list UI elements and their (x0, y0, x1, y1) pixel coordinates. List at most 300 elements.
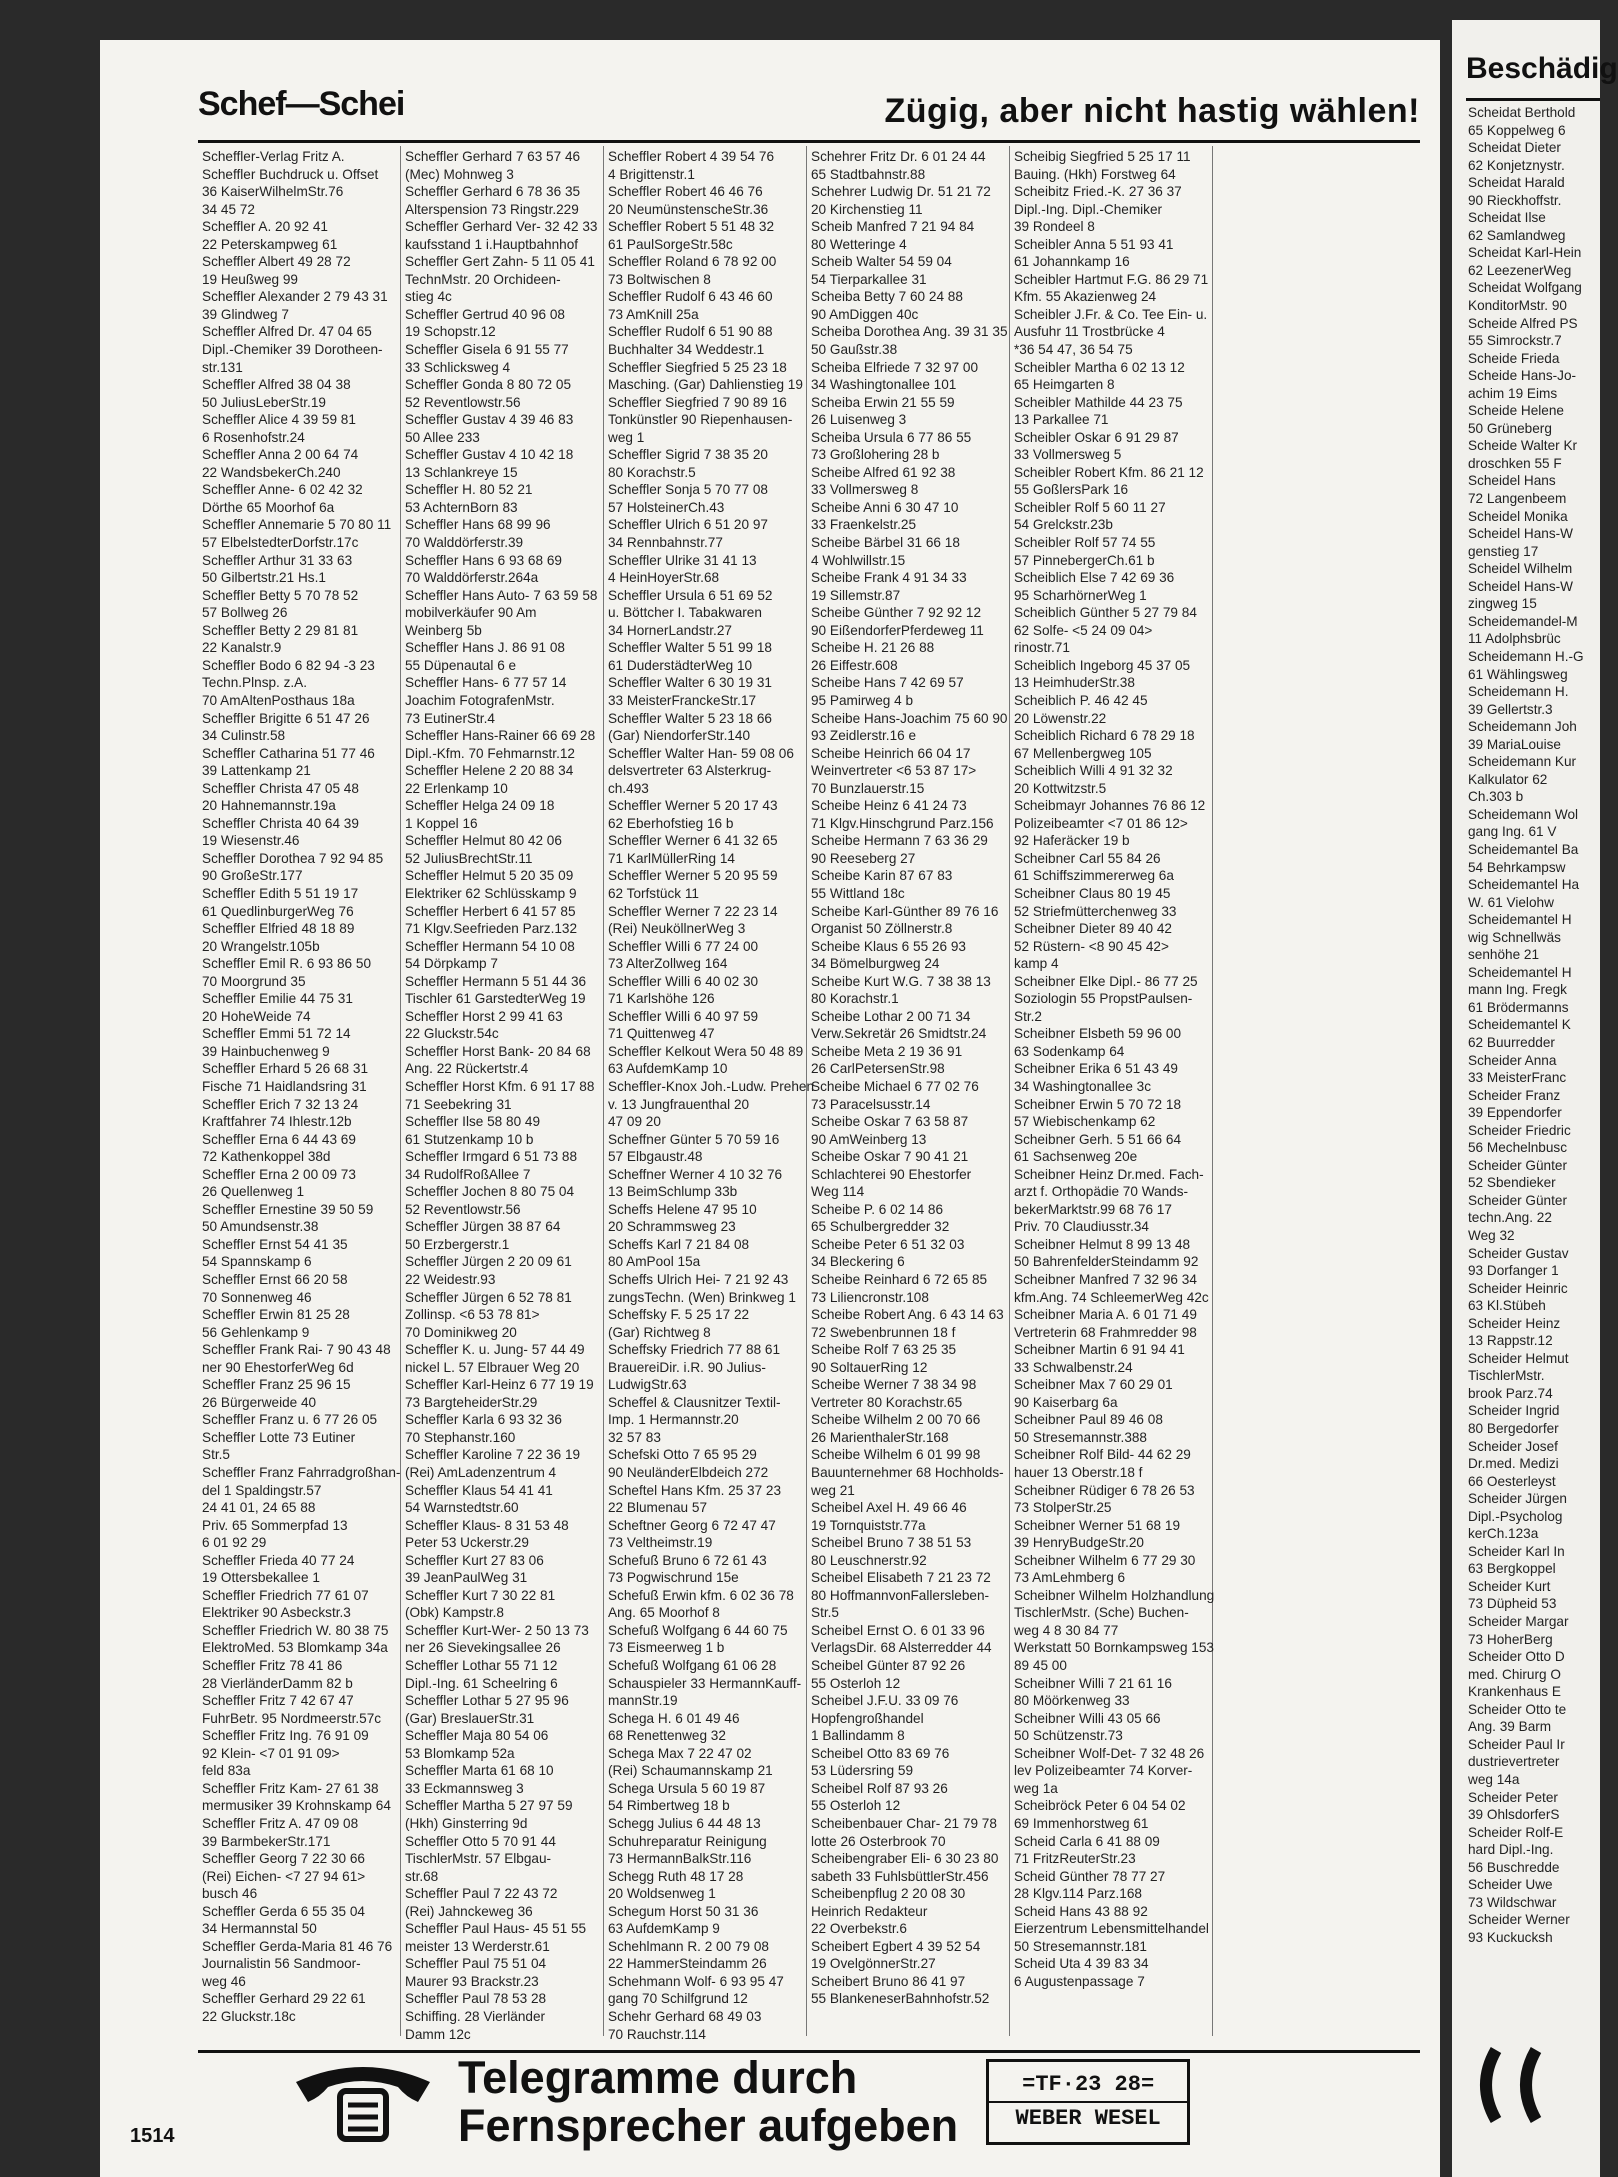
listing-line: Imp. 1 Hermannstr.20 (608, 1412, 739, 1428)
listing-line: 20 Wrangelstr.105b (202, 938, 320, 954)
ad-stamp (986, 2059, 1190, 2145)
listing-line: 33 Vollmersweg 5 (1014, 447, 1122, 463)
listing-line: kerCh.123a (1468, 1526, 1539, 1542)
listing-line: Dipl.-Kfm. 70 Fehmarnstr.12 (405, 745, 575, 761)
listing-line: Scheidemann Joh (1468, 719, 1577, 735)
listing-line: 70 Stephanstr.160 (405, 1429, 516, 1445)
listing-line: Scheide Alfred PS (1468, 315, 1578, 331)
listing-line: 65 Stadtbahnstr.88 (811, 166, 926, 182)
listing-line: 39 Hainbuchenweg 9 (202, 1043, 330, 1059)
listing-line: Scheibel Rolf 87 93 26 (811, 1780, 948, 1796)
listing-line: 57 Bollweg 26 (202, 605, 288, 621)
listing-line: 90 AmWeinberg 13 (811, 1131, 927, 1147)
listing-line: Weinvertreter <6 53 87 17> (811, 763, 977, 779)
listing-line: TischlerMstr. (1468, 1368, 1545, 1384)
listing-line: Scheibler Oskar 6 91 29 87 (1014, 429, 1179, 445)
listing-line: (Rei) Jahnckeweg 36 (405, 1903, 533, 1919)
listing-line: Scheibner Helmut 8 99 13 48 (1014, 1236, 1191, 1252)
listing-line: 13 BeimSchlump 33b (608, 1184, 738, 1200)
listing-line: Scheider Gustav (1468, 1245, 1569, 1261)
listing-line: Scheibitz Fried.-K. 27 36 37 (1014, 184, 1182, 200)
listing-line: 19 Sillemstr.87 (811, 587, 901, 603)
listing-line: 55 BlankeneserBahnhofstr.52 (811, 1991, 990, 2007)
listing-line: Dipl.-Ing. Dipl.-Chemiker (1014, 201, 1163, 217)
listing-line: weg 1a (1014, 1780, 1058, 1796)
listing-line: 65 Schulbergredder 32 (811, 1219, 950, 1235)
listing-line: Scheidat Harald (1468, 175, 1565, 191)
listing-line: 93 Zeidlerstr.16 e (811, 728, 917, 744)
listing-line: 62 Solfe- <5 24 09 04> (1014, 622, 1153, 638)
listing-line: 19 Schopstr.12 (405, 324, 496, 340)
listing-line: Scheidat Ilse (1468, 210, 1546, 226)
listing-line: (Gar) NiendorferStr.140 (608, 728, 751, 744)
listing-line: Scheffler Friedrich 77 61 07 (202, 1587, 369, 1603)
listing-line: mermusiker 39 Krohnskamp 64 (202, 1798, 391, 1814)
listing-line: 20 NeumünstenscheStr.36 (608, 201, 769, 217)
listing-line: Scheibe Heinz 6 41 24 73 (811, 798, 967, 814)
listing-line: 95 Pamirweg 4 b (811, 692, 914, 708)
listing-line: droschken 55 F (1468, 455, 1562, 471)
listing-line: 39 Eppendorfer (1468, 1105, 1562, 1121)
listing-line: Scheibe Werner 7 38 34 98 (811, 1377, 977, 1393)
listing-line: 34 Bömelburgweg 24 (811, 956, 940, 972)
listing-line: busch 46 (202, 1886, 258, 1902)
listing-line: Scheiblich Willi 4 91 32 32 (1014, 763, 1173, 779)
listing-line: 90 Rieckhoffstr. (1468, 192, 1562, 208)
listing-line: Scheffler Erwin 81 25 28 (202, 1307, 350, 1323)
listing-line: Scheibner Erwin 5 70 72 18 (1014, 1096, 1182, 1112)
listing-line: 80 AmPool 15a (608, 1254, 701, 1270)
listing-line: Schefuß Bruno 6 72 61 43 (608, 1552, 767, 1568)
listing-line: zingweg 15 (1468, 596, 1537, 612)
listing-line: Scheider Margar (1468, 1614, 1569, 1630)
ad-line-1: Telegramme durch (458, 2052, 858, 2103)
listing-line: med. Chirurg O (1468, 1666, 1561, 1682)
listing-line: str.131 (202, 359, 243, 375)
listing-line: 73 HermannBalkStr.116 (608, 1851, 752, 1867)
listing-line: 50 Allee 233 (405, 429, 480, 445)
listing-line: 28 VierländerDamm 82 b (202, 1675, 353, 1691)
listing-line: 52 Rüstern- <8 90 45 42> (1014, 938, 1169, 954)
listing-line: Scheidemantel H (1468, 964, 1572, 980)
listing-line: Scheid Günther 78 77 27 (1014, 1868, 1166, 1884)
listing-line: 53 Blomkamp 52a (405, 1745, 515, 1761)
listing-line: Scheffler Fritz Kam- 27 61 38 (202, 1780, 379, 1796)
listing-line: 34 Rennbahnstr.77 (608, 535, 723, 551)
listing-line: Scheibner Dieter 89 40 42 (1014, 921, 1172, 937)
listing-line: Scheffler Karla 6 93 32 36 (405, 1412, 562, 1428)
listing-line: 57 HolsteinerCh.43 (608, 499, 725, 515)
listing-line: Ausfuhr 11 Trostbrücke 4 (1014, 324, 1165, 340)
listing-line: Scheffler Horst 2 99 41 63 (405, 1008, 563, 1024)
listing-line: Scheffler Helene 2 20 88 34 (405, 763, 574, 779)
listing-line: Journalistin 56 Sandmoor- (202, 1956, 361, 1972)
listing-line: achim 19 Eims (1468, 385, 1558, 401)
listing-line: techn.Ang. 22 (1468, 1210, 1552, 1226)
listing-line: Scheib Manfred 7 21 94 84 (811, 219, 975, 235)
listing-line: Scheffler Annemarie 5 70 80 11 (202, 517, 392, 533)
listing-line: 73 Düpheid 53 (1468, 1596, 1557, 1612)
listing-line: Str.2 (1014, 1008, 1042, 1024)
listing-line: 26 Eiffestr.608 (811, 657, 898, 673)
listing-line: Scheid Carla 6 41 88 09 (1014, 1833, 1160, 1849)
listing-line: 34 Culinstr.58 (202, 728, 286, 744)
listing-line: Maurer 93 Brackstr.23 (405, 1973, 539, 1989)
listing-line: Scheffler Horst Kfm. 6 91 17 88 (405, 1078, 595, 1094)
listing-line: Ch.303 b (1468, 789, 1524, 805)
listing-line: Scheibner Carl 55 84 26 (1014, 850, 1161, 866)
listing-line: Schauspieler 33 HermannKauff- (608, 1675, 802, 1691)
listing-line: Scheffler Ernestine 39 50 59 (202, 1201, 374, 1217)
listing-line: Scheffler Sonja 5 70 77 08 (608, 482, 768, 498)
listing-line: Scheibe Robert Ang. 6 43 14 63 (811, 1307, 1004, 1323)
listing-line: 61 Wählingsweg (1468, 666, 1568, 682)
listing-line: Scheffler Siegfried 5 25 23 18 (608, 359, 787, 375)
listing-line: Str.5 (202, 1447, 230, 1463)
listing-line: 90 GroßeStr.177 (202, 868, 303, 884)
listing-line: Scheffler Catharina 51 77 46 (202, 745, 375, 761)
listing-line: Schegg Ruth 48 17 28 (608, 1868, 744, 1884)
listing-line: Scheffler Erich 7 32 13 24 (202, 1096, 359, 1112)
listing-line: Dipl.-Psycholog (1468, 1508, 1563, 1524)
listing-line: Schehrer Ludwig Dr. 51 21 72 (811, 184, 991, 200)
listing-line: Scheibner Gerh. 5 51 66 64 (1014, 1131, 1182, 1147)
listing-line: 90 Kaiserbarg 6a (1014, 1394, 1118, 1410)
listing-line: Scheffler Friedrich W. 80 38 75 (202, 1622, 389, 1638)
listing-line: W. 61 Vielohw (1468, 894, 1554, 910)
listing-line: Scheibner Claus 80 19 45 (1014, 885, 1171, 901)
listing-line: 71 Karlshöhe 126 (608, 991, 715, 1007)
listing-line: 11 Adolphsbrüc (1468, 631, 1561, 647)
listing-line: Scheibner Rüdiger 6 78 26 53 (1014, 1482, 1195, 1498)
listing-line: Scheffler Ulrich 6 51 20 97 (608, 517, 768, 533)
listing-line: lotte 26 Osterbrook 70 (811, 1833, 946, 1849)
listing-line: Scheffler Hans J. 86 91 08 (405, 640, 565, 656)
listing-line: Scheider Rolf-E (1468, 1824, 1564, 1840)
listing-line: Ang. 22 Rückertstr.4 (405, 1061, 529, 1077)
listing-line: Scheffler-Knox Joh.-Ludw. Prehen (608, 1078, 815, 1094)
listing-line: 4 Wohlwillstr.15 (811, 552, 906, 568)
listing-line: 57 ElbelstedterDorfstr.17c (202, 535, 359, 551)
listing-line: Scheffler Georg 7 22 30 66 (202, 1851, 365, 1867)
listing-line: 39 OhlsdorferS (1468, 1807, 1560, 1823)
listing-line: 70 Moorgrund 35 (202, 973, 306, 989)
listing-line: Scheibner Heinz Dr.med. Fach- (1014, 1166, 1204, 1182)
adjacent-page-header: Beschädig (1466, 52, 1618, 85)
listing-line: Scheibe Michael 6 77 02 76 (811, 1078, 979, 1094)
listing-line: Scheffler Emilie 44 75 31 (202, 991, 353, 1007)
listing-line: 63 Bergkoppel (1468, 1561, 1556, 1577)
listing-line: Scheibner Willi 7 21 61 16 (1014, 1675, 1172, 1691)
listing-line: 34 Washingtonallee 101 (811, 377, 957, 393)
listing-line: Scheibel Otto 83 69 76 (811, 1745, 950, 1761)
listing-line: Scheffler Jürgen 38 87 64 (405, 1219, 561, 1235)
listing-line: Schuhreparatur Reinigung (608, 1833, 767, 1849)
listing-line: Bauing. (Hkh) Forstweg 64 (1014, 166, 1176, 182)
listing-line: Scheffler Fritz Ing. 76 91 09 (202, 1728, 369, 1744)
listing-line: Scheffler Lothar 55 71 12 (405, 1658, 558, 1674)
listing-line: 80 Bergedorfer (1468, 1421, 1559, 1437)
listing-line: Scheffler Marta 61 68 10 (405, 1763, 554, 1779)
listing-line: Scheffler Gerda-Maria 81 46 76 (202, 1938, 393, 1954)
listing-line: Scheffler Walter 5 23 18 66 (608, 710, 772, 726)
listing-line: 69 Immenhorstweg 61 (1014, 1815, 1149, 1831)
listing-line: 34 HornerLandstr.27 (608, 622, 732, 638)
listing-line: Scheiba Elfriede 7 32 97 00 (811, 359, 979, 375)
listing-line: Scheidemann Kur (1468, 754, 1577, 770)
listing-line: weg 14a (1468, 1771, 1520, 1787)
adjacent-header-rule (1466, 98, 1600, 101)
listing-line: weg 1 (608, 429, 645, 445)
listing-line: hard Dipl.-Ing. (1468, 1842, 1554, 1858)
listing-line: Scheider Heinz (1468, 1315, 1561, 1331)
listing-line: 50 Grüneberg (1468, 420, 1552, 436)
header-rule (198, 140, 1420, 143)
adjacent-page (1452, 20, 1618, 2177)
listing-line: 62 LeezenerWeg (1468, 262, 1572, 278)
listing-line: 93 Kuckucksh (1468, 1929, 1553, 1945)
listing-line: Scheiblich Günther 5 27 79 84 (1014, 605, 1197, 621)
listing-line: VerlagsDir. 68 Alsterredder 44 (811, 1640, 992, 1656)
listing-line: 72 Langenbeem (1468, 491, 1567, 507)
listing-line: 39 Gellertstr.3 (1468, 701, 1553, 717)
adjacent-listing-column (1468, 104, 1608, 1946)
listing-line: 52 JuliusBrechtStr.11 (405, 850, 533, 866)
listing-line: Scheffler Alice 4 39 59 81 (202, 412, 356, 428)
listing-line: kaufsstand 1 i.Hauptbahnhof (405, 236, 579, 252)
listing-line: Scheffsky F. 5 25 17 22 (608, 1307, 750, 1323)
listing-line: Scheffler Emil R. 6 93 86 50 (202, 956, 372, 972)
listing-line: Scheider Jürgen (1468, 1491, 1567, 1507)
listing-line: 20 Woldsenweg 1 (608, 1886, 716, 1902)
listing-line: Scheibler Rolf 5 60 11 27 (1014, 499, 1166, 515)
listing-line: 53 AchternBorn 83 (405, 499, 518, 515)
listing-line: Scheffler Hans- 6 77 57 14 (405, 675, 567, 691)
listing-line: 73 AmLehmberg 6 (1014, 1570, 1126, 1586)
listing-line: Scheider Heinric (1468, 1280, 1568, 1296)
listing-line: 92 Klein- <7 01 91 09> (202, 1745, 340, 1761)
listing-line: 54 Grelckstr.23b (1014, 517, 1113, 533)
listing-line: 90 AmDiggen 40c (811, 306, 919, 322)
listing-line: 33 Eckmannsweg 3 (405, 1780, 524, 1796)
listing-line: Scheffler Brigitte 6 51 47 26 (202, 710, 370, 726)
listing-line: Scheide Helene (1468, 403, 1564, 419)
listing-line: 55 Osterloh 12 (811, 1675, 901, 1691)
listing-line: Scheibler Mathilde 44 23 75 (1014, 394, 1183, 410)
listing-line: Scheffler Gustav 4 10 42 18 (405, 447, 574, 463)
listing-line: Scheffler Ernst 54 41 35 (202, 1236, 348, 1252)
listing-line: 67 Mellenbergweg 105 (1014, 745, 1152, 761)
listing-line: hauer 13 Oberstr.18 f (1014, 1465, 1143, 1481)
listing-line: gang 70 Schilfgrund 12 (608, 1991, 748, 2007)
listing-line: 71 Klgv.Hinschgrund Parz.156 (811, 815, 994, 831)
listing-line: 72 Kathenkoppel 38d (202, 1149, 331, 1165)
listing-line: 52 Sbendieker (1468, 1175, 1556, 1191)
listing-line: Scheffler Werner 7 22 23 14 (608, 903, 778, 919)
listing-line: Scheffler Franz 25 96 15 (202, 1377, 351, 1393)
listing-line: 73 Großlohering 28 b (811, 447, 940, 463)
listing-line: Scheffler Herbert 6 41 57 85 (405, 903, 576, 919)
listing-line: bekerMarktstr.99 68 76 17 (1014, 1201, 1172, 1217)
listing-line: mannStr.19 (608, 1693, 678, 1709)
listing-line: Scheibler Robert Kfm. 86 21 12 (1014, 464, 1204, 480)
listing-line: Scheffler Kurt-Wer- 2 50 13 73 (405, 1622, 589, 1638)
listing-line: Scheide Hans-Jo- (1468, 368, 1577, 384)
listing-line: Scheider Werner (1468, 1912, 1570, 1928)
listing-line: Scheffler Sigrid 7 38 35 20 (608, 447, 768, 463)
listing-line: Scheffler Werner 5 20 95 59 (608, 868, 778, 884)
listing-line: 33 MeisterFranckeStr.17 (608, 692, 757, 708)
listing-line: del 1 Spaldingstr.57 (202, 1482, 322, 1498)
listing-line: (Gar) BreslauerStr.31 (405, 1710, 535, 1726)
listing-line: Scheibner Max 7 60 29 01 (1014, 1377, 1173, 1393)
listing-line: 20 Schrammsweg 23 (608, 1219, 736, 1235)
listing-line: Scheid Uta 4 39 83 34 (1014, 1956, 1149, 1972)
listing-line: Scheibler J.Fr. & Co. Tee Ein- u. (1014, 306, 1208, 322)
listing-line: 73 StolperStr.25 (1014, 1500, 1112, 1516)
listing-line: 71 Klgv.Seefrieden Parz.132 (405, 921, 578, 937)
listing-line: 39 BarmbekerStr.171 (202, 1833, 331, 1849)
listing-line: 26 Quellenweg 1 (202, 1184, 305, 1200)
listing-line: Scheffler Paul 78 53 28 (405, 1991, 547, 2007)
listing-line: 70 Bunzlauerstr.15 (811, 780, 925, 796)
listing-line: 54 Spannskamp 6 (202, 1254, 312, 1270)
listing-line: Tonkünstler 90 Riepenhausen- (608, 412, 793, 428)
listing-line: Scheidel Hans (1468, 473, 1556, 489)
listing-line: Scheffler Franz Fahrradgroßhan- (202, 1465, 401, 1481)
listing-line: 24 41 01, 24 65 88 (202, 1500, 316, 1516)
listing-line: Scheffler Maja 80 54 06 (405, 1728, 549, 1744)
listing-line: 90 SoltauerRing 12 (811, 1359, 928, 1375)
listing-line: Krankenhaus E (1468, 1684, 1561, 1700)
listing-line: 61 Brödermanns (1468, 999, 1569, 1015)
listing-line: Scheidel Monika (1468, 508, 1568, 524)
listing-line: Scheibner Wilhelm 6 77 29 30 (1014, 1552, 1196, 1568)
telephone-handset-icon (288, 2057, 438, 2147)
listing-line: Ang. 65 Moorhof 8 (608, 1605, 720, 1621)
listing-line: Scheiblich Ingeborg 45 37 05 (1014, 657, 1191, 673)
listing-line: Hopfengroßhandel (811, 1710, 924, 1726)
listing-line: 34 Hermannstal 50 (202, 1921, 317, 1937)
listing-line: Str.5 (811, 1605, 839, 1621)
listing-line: 13 Parkallee 71 (1014, 412, 1109, 428)
listing-columns (198, 146, 1420, 2042)
listing-line: Scheffler Gerhard 29 22 61 (202, 1991, 366, 2007)
listing-line: 26 Bürgerweide 40 (202, 1394, 317, 1410)
listing-line: Scheffler Willi 6 40 97 59 (608, 1008, 759, 1024)
telephone-handset-icon (1466, 2040, 1576, 2130)
listing-line: Schefuß Erwin kfm. 6 02 36 78 (608, 1587, 794, 1603)
listing-line: 56 Mechelnbusc (1468, 1140, 1567, 1156)
listing-line: Schega Max 7 22 47 02 (608, 1745, 752, 1761)
page-range-header: Schef—Schei (198, 85, 405, 123)
listing-line: Scheffler Frieda 40 77 24 (202, 1552, 355, 1568)
listing-line: Scheffler Christa 40 64 39 (202, 815, 359, 831)
listing-line: Joachim FotografenMstr. (405, 692, 555, 708)
listing-line: Scheffler Hermann 54 10 08 (405, 938, 575, 954)
listing-line: Damm 12c (405, 2026, 471, 2042)
listing-column-6 (1213, 146, 1416, 2036)
listing-line: Scheidemantel H (1468, 912, 1572, 928)
listing-line: Alterspension 73 Ringstr.229 (405, 201, 579, 217)
listing-line: Scheffler Hans Auto- 7 63 59 58 (405, 587, 598, 603)
listing-line: Scheffler Frank Rai- 7 90 43 48 (202, 1342, 391, 1358)
listing-line: 66 Oesterleyst (1468, 1473, 1556, 1489)
listing-line: Scheiblich Richard 6 78 29 18 (1014, 728, 1195, 744)
listing-line: ch.493 (608, 780, 649, 796)
listing-line: 50 Amundsenstr.38 (202, 1219, 319, 1235)
listing-line: 39 MariaLouise (1468, 736, 1561, 752)
listing-line: 53 Lüdersring 59 (811, 1763, 914, 1779)
listing-line: 70 Rauchstr.114 (608, 2026, 706, 2042)
listing-line: Schega Ursula 5 60 19 87 (608, 1780, 766, 1796)
listing-line: Scheffler Erna 2 00 09 73 (202, 1166, 356, 1182)
listing-line: Scheffler Alfred 38 04 38 (202, 377, 351, 393)
listing-line: ner 90 EhestorferWeg 6d (202, 1359, 354, 1375)
listing-line: zungsTechn. (Wen) Brinkweg 1 (608, 1289, 796, 1305)
listing-line: Scheibner Paul 89 46 08 (1014, 1412, 1163, 1428)
listing-line: 55 Simrockstr.7 (1468, 333, 1562, 349)
listing-line: Scheffler Betty 2 29 81 81 (202, 622, 359, 638)
listing-line: TischlerMstr. (Sche) Buchen- (1014, 1605, 1189, 1621)
listing-line: Scheibenpflug 2 20 08 30 (811, 1886, 966, 1902)
listing-line: delsvertreter 63 Alsterkrug- (608, 763, 772, 779)
listing-line: Scheibler Anna 5 51 93 41 (1014, 236, 1174, 252)
listing-line: Scheffler Martha 5 27 97 59 (405, 1798, 573, 1814)
listing-line: 80 HoffmannvonFallersleben- (811, 1587, 990, 1603)
listing-line: Scheibig Siegfried 5 25 17 11 (1014, 149, 1191, 164)
listing-line: Peter 53 Uckerstr.29 (405, 1535, 529, 1551)
listing-line: 73 Pogwischrund 15e (608, 1570, 739, 1586)
listing-line: Scheffler Werner 5 20 17 43 (608, 798, 778, 814)
listing-line: Scheffner Günter 5 70 59 16 (608, 1131, 780, 1147)
listing-line: Scheffler Ulrike 31 41 13 (608, 552, 757, 568)
listing-line: Scheffler A. 20 92 41 (202, 219, 328, 235)
listing-line: Vertreterin 68 Frahmredder 98 (1014, 1324, 1197, 1340)
listing-line: Scheibel Bruno 7 38 51 53 (811, 1535, 972, 1551)
directory-page (100, 40, 1440, 2177)
listing-line: Scheibe Alfred 61 92 38 (811, 464, 956, 480)
listing-line: (Rei) Eichen- <7 27 94 61> (202, 1868, 366, 1884)
listing-line: 26 CarlPetersenStr.98 (811, 1061, 945, 1077)
listing-line: 93 Dorfanger 1 (1468, 1263, 1559, 1279)
listing-line: 70 Walddörferstr.264a (405, 570, 539, 586)
listing-line: 22 Gluckstr.18c (202, 2008, 296, 2024)
listing-line: 19 Heußweg 99 (202, 271, 298, 287)
listing-line: 22 Erlenkamp 10 (405, 780, 508, 796)
listing-line: 19 Wiesenstr.46 (202, 833, 300, 849)
listing-line: Scheffler K. u. Jung- 57 44 49 (405, 1342, 585, 1358)
listing-line: Scheiba Erwin 21 55 59 (811, 394, 955, 410)
listing-line: 73 Boltwischen 8 (608, 271, 711, 287)
listing-line: 34 RudolfRoßAllee 7 (405, 1166, 531, 1182)
listing-line: Scheffler Dorothea 7 92 94 85 (202, 850, 384, 866)
listing-line: Buchhalter 34 Weddestr.1 (608, 342, 765, 358)
listing-line: Scheibner Martin 6 91 94 41 (1014, 1342, 1185, 1358)
listing-line: 71 KarlMüllerRing 14 (608, 850, 735, 866)
listing-line: 20 HoheWeide 74 (202, 1008, 311, 1024)
listing-line: 68 Renettenweg 32 (608, 1728, 726, 1744)
listing-line: Scheiblich Else 7 42 69 36 (1014, 570, 1175, 586)
listing-line: Scheffler Jochen 8 80 75 04 (405, 1184, 575, 1200)
listing-line: Scheibe Hans-Joachim 75 60 90 (811, 710, 1008, 726)
listing-line: 90 NeuländerElbdeich 272 (608, 1465, 769, 1481)
listing-line: Scheffler Hans-Rainer 66 69 28 (405, 728, 596, 744)
listing-line: 50 Gilbertstr.21 Hs.1 (202, 570, 326, 586)
listing-line: Scheibe Hans 7 42 69 57 (811, 675, 964, 691)
listing-line: Werkstatt 50 Bornkampsweg 153 (1014, 1640, 1214, 1656)
listing-line: Scheffler Bodo 6 82 94 -3 23 (202, 657, 375, 673)
